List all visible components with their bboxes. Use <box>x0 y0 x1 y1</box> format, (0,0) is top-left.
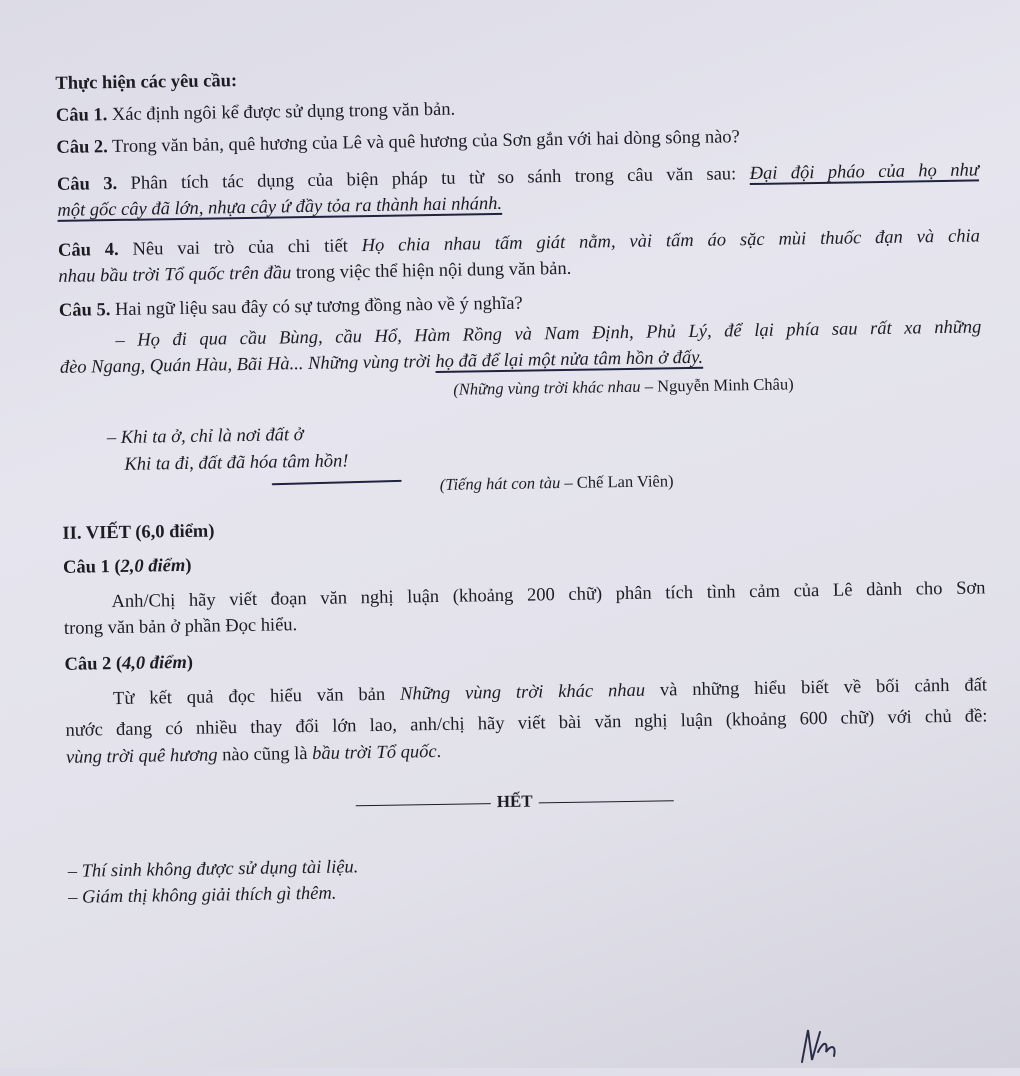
excerpt-2-line-1: – Khi ta ở, chỉ là nơi đất ở <box>106 425 304 449</box>
excerpt-1-source: (Những vùng trời khác nhau – Nguyễn Minh Châu) <box>453 374 794 399</box>
writing-question-1-line-2: trong văn bản ở phần Đọc hiểu. <box>63 615 298 639</box>
end-marker: HẾT <box>350 789 680 814</box>
writing-question-2-line-3: vùng trời quê hương nào cũng là bầu trời Tổ quốc. <box>65 741 442 768</box>
excerpt-2-source: (Tiếng hát con tàu – Chế Lan Viên) <box>439 471 674 494</box>
question-4: Câu 4. Nêu vai trò của chi tiết Họ chia nhau tấm giát nằm, vài tấm áo sặc mùi thuốc đạn và chia <box>57 226 981 261</box>
question-1: Câu 1. Xác định ngôi kể được sử dụng trong văn bản. <box>55 99 456 126</box>
pen-underline-stroke <box>272 480 402 485</box>
writing-question-2-line-2: nước đang có nhiều thay đổi lớn lao, anh/chị hãy viết bài văn nghị luận (khoảng 600 chữ) với chủ đề: <box>65 706 988 741</box>
writing-question-1-line-1: Anh/Chị hãy viết đoạn văn nghị luận (khoảng 200 chữ) phân tích tình cảm của Lê dành cho Sơn <box>111 578 986 613</box>
excerpt-2-line-2: Khi ta đi, đất đã hóa tâm hồn! <box>124 451 349 475</box>
note-2: – Giám thị không giải thích gì thêm. <box>68 883 337 908</box>
instructions-heading: Thực hiện các yêu cầu: <box>55 71 238 94</box>
question-4-continued: nhau bầu trời Tổ quốc trên đầu trong việc thể hiện nội dung văn bản. <box>58 258 572 287</box>
question-5: Câu 5. Hai ngữ liệu sau đây có sự tương đồng nào về ý nghĩa? <box>58 293 523 321</box>
writing-question-2-line-1: Từ kết quả đọc hiểu văn bản Những vùng trời khác nhau và những hiểu biết về bối cảnh đất <box>112 675 988 710</box>
question-2: Câu 2. Trong văn bản, quê hương của Lê và quê hương của Sơn gắn với hai dòng sông nào? <box>56 127 740 158</box>
writing-question-1-heading: Câu 1 (2,0 điểm) <box>62 555 192 578</box>
handwritten-signature <box>798 1022 858 1068</box>
note-1: – Thí sinh không được sử dụng tài liệu. <box>67 857 359 882</box>
question-3: Câu 3. Phân tích tác dụng của biện pháp tu từ so sánh trong câu văn sau: Đại đội pháo của họ như <box>56 160 980 195</box>
question-3-continued: một gốc cây đã lớn, nhựa cây ứ đầy tỏa ra thành hai nhánh. <box>57 193 503 221</box>
excerpt-1-line-1: – Họ đi qua cầu Bùng, cầu Hổ, Hàm Rồng và Nam Định, Phủ Lý, để lại phía sau rất xa những <box>115 317 982 352</box>
writing-question-2-heading: Câu 2 (4,0 điểm) <box>64 652 194 675</box>
excerpt-1-line-2: đèo Ngang, Quán Hàu, Bãi Hà... Những vùng trời họ đã để lại một nửa tâm hồn ở đấy. <box>59 347 704 378</box>
section-2-heading: II. VIẾT (6,0 điểm) <box>62 521 215 544</box>
